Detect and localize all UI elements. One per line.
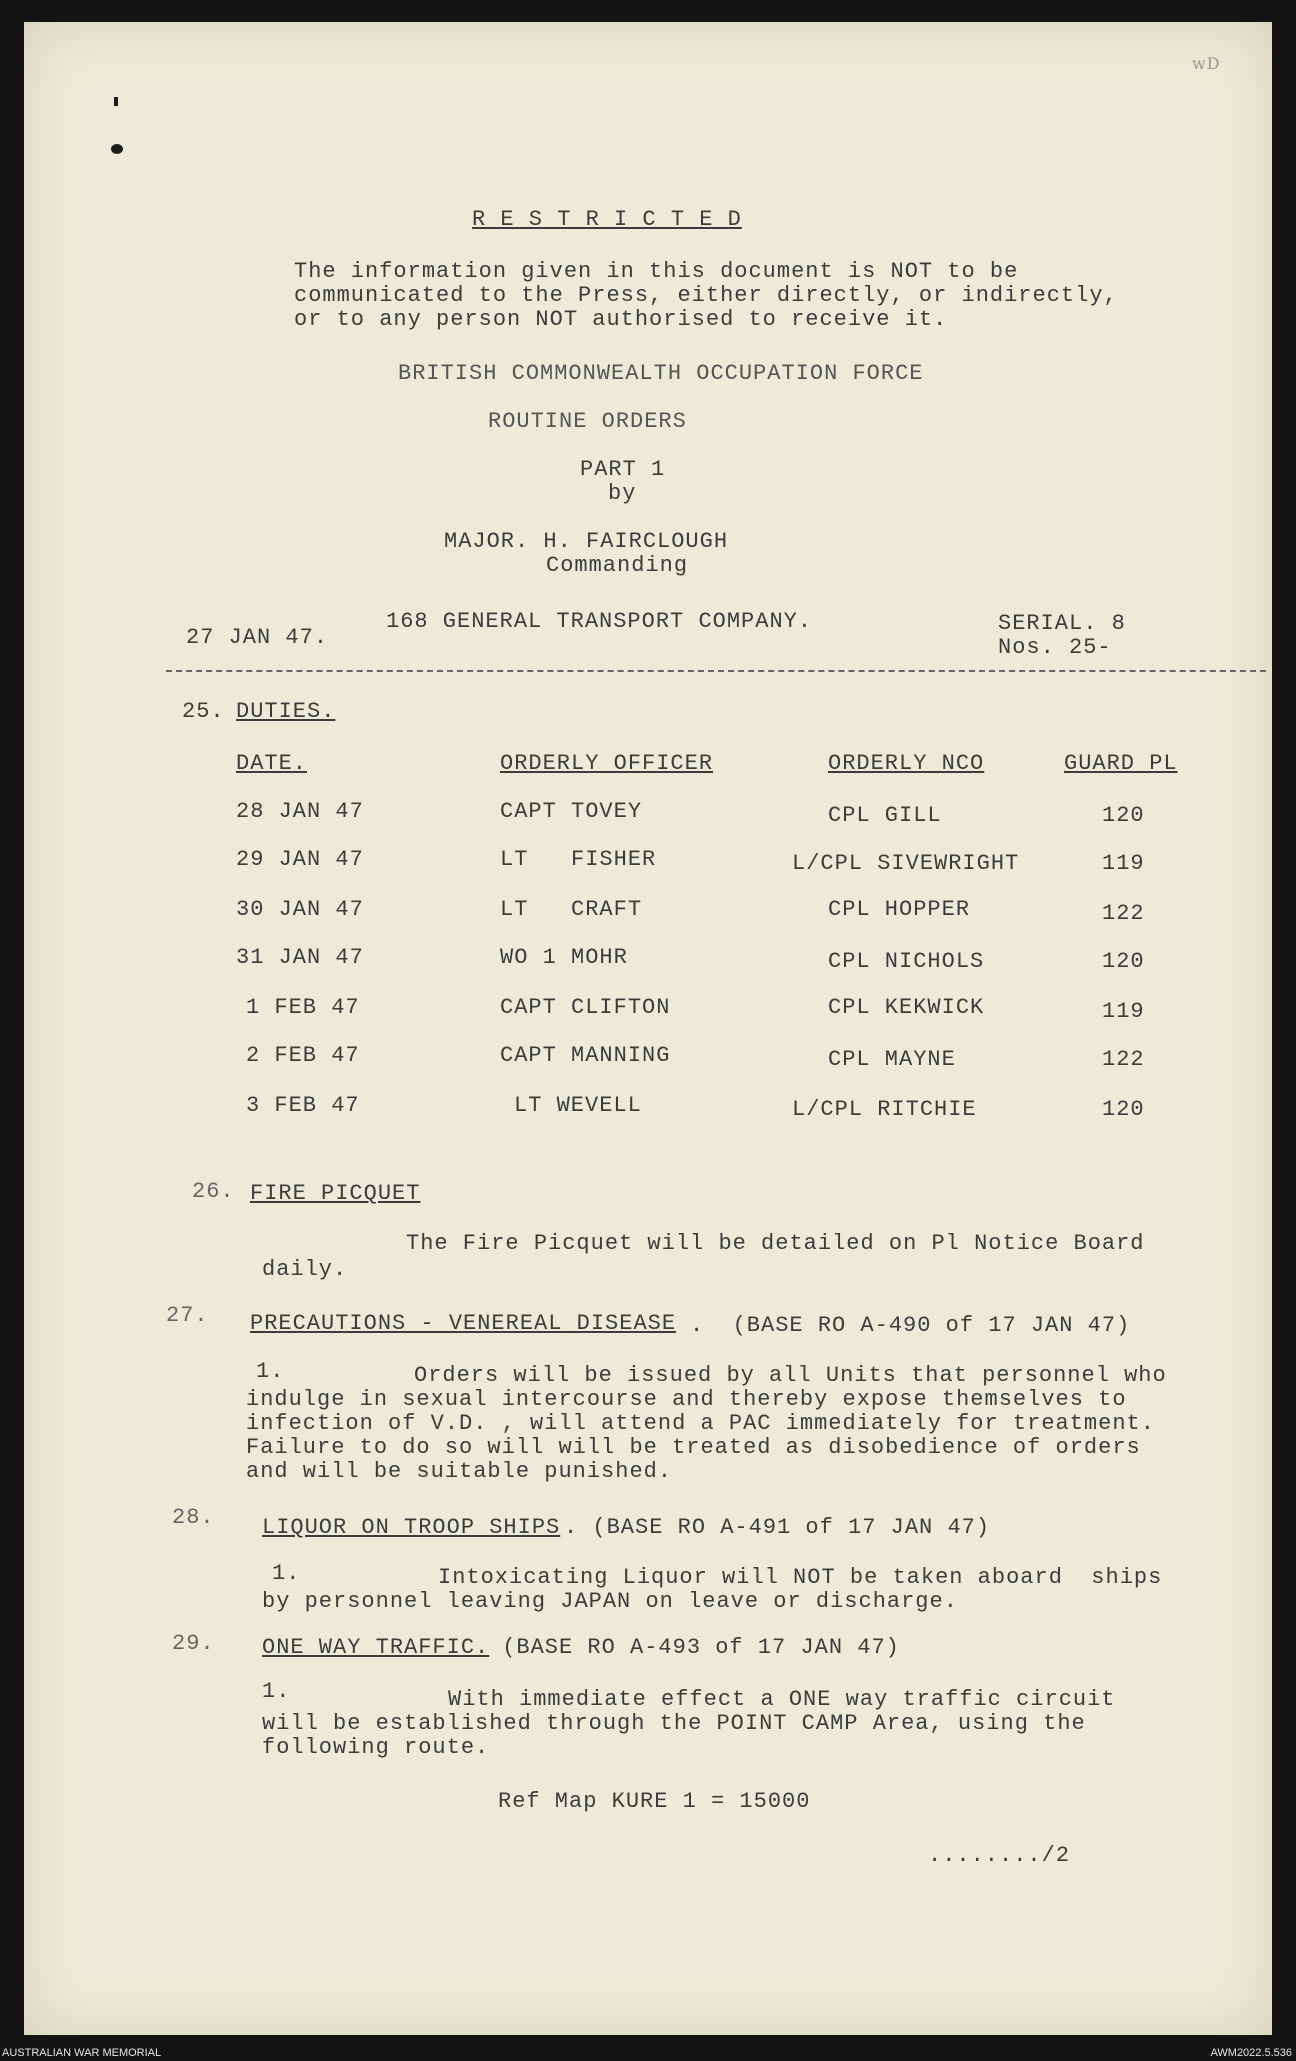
duty-date: 29 JAN 47 — [236, 847, 364, 872]
footer-left: AUSTRALIAN WAR MEMORIAL — [2, 2047, 162, 2059]
by-label: by — [608, 481, 637, 506]
issue-date: 27 JAN 47. — [186, 625, 329, 650]
liquor-reference: . (BASE RO A-491 of 17 JAN 47) — [564, 1515, 991, 1540]
duty-nco: CPL HOPPER — [828, 897, 971, 922]
liquor-body: by personnel leaving JAPAN on leave or discharge. — [262, 1589, 958, 1614]
duty-nco: CPL MAYNE — [828, 1047, 956, 1072]
duties-header-nco: ORDERLY NCO — [828, 751, 985, 776]
duty-officer: CAPT MANNING — [500, 1043, 671, 1068]
restricted-notice-line: communicated to the Press, either directly, or indirectly, — [294, 283, 1118, 308]
vd-body: Orders will be issued by all Units that personnel who — [414, 1363, 1167, 1388]
traffic-body: With immediate effect a ONE way traffic circuit — [448, 1687, 1116, 1712]
duty-date: 3 FEB 47 — [246, 1093, 360, 1118]
duty-guard: 120 — [1102, 1097, 1145, 1122]
document-page — [24, 22, 1272, 2035]
traffic-para-number: 1. — [262, 1679, 291, 1704]
vd-para-number: 1. — [256, 1359, 285, 1384]
duty-officer: WO 1 MOHR — [500, 945, 628, 970]
serial-nos: Nos. 25- — [998, 635, 1112, 660]
duty-guard: 120 — [1102, 949, 1145, 974]
duty-nco: CPL KEKWICK — [828, 995, 985, 1020]
duty-guard: 122 — [1102, 1047, 1145, 1072]
duty-nco: CPL GILL — [828, 803, 942, 828]
section-title-duties: DUTIES. — [236, 699, 336, 724]
page-continuation: ......../2 — [928, 1843, 1071, 1868]
duty-nco: CPL NICHOLS — [828, 949, 985, 974]
duty-date: 31 JAN 47 — [236, 945, 364, 970]
force-title: BRITISH COMMONWEALTH OCCUPATION FORCE — [398, 361, 924, 386]
restricted-notice-line: The information given in this document is NOT to be — [294, 259, 1019, 284]
serial-number: SERIAL. 8 — [998, 611, 1126, 636]
vd-body: Failure to do so will will be treated as disobedience of orders — [246, 1435, 1141, 1460]
vd-body: infection of V.D. , will attend a PAC immediately for treatment. — [246, 1411, 1155, 1436]
traffic-body: following route. — [262, 1735, 490, 1760]
restricted-heading: R E S T R I C T E D — [472, 207, 742, 232]
officer-name: MAJOR. H. FAIRCLOUGH — [444, 529, 729, 554]
duty-date: 28 JAN 47 — [236, 799, 364, 824]
map-reference: Ref Map KURE 1 = 15000 — [498, 1789, 811, 1814]
section-title-liquor: LIQUOR ON TROOP SHIPS — [262, 1515, 561, 1540]
duty-guard: 119 — [1102, 851, 1145, 876]
section-number: 29. — [172, 1631, 215, 1656]
corner-mark: wD — [1192, 54, 1221, 73]
duty-officer: CAPT TOVEY — [500, 799, 643, 824]
section-number: 26. — [192, 1179, 235, 1204]
duty-nco: L/CPL SIVEWRIGHT — [792, 851, 1020, 876]
footer-right: AWM2022.5.536 — [1210, 2047, 1292, 2059]
duties-header-guard: GUARD PL — [1064, 751, 1178, 776]
traffic-reference: (BASE RO A-493 of 17 JAN 47) — [488, 1635, 900, 1660]
section-title-traffic: ONE WAY TRAFFIC. — [262, 1635, 490, 1660]
duty-guard: 120 — [1102, 803, 1145, 828]
fire-body: The Fire Picquet will be detailed on Pl Notice Board — [406, 1231, 1145, 1256]
liquor-body: Intoxicating Liquor will NOT be taken aboard ships — [438, 1565, 1163, 1590]
duties-header-date: DATE. — [236, 751, 308, 776]
vd-body: and will be suitable punished. — [246, 1459, 673, 1484]
company-name: 168 GENERAL TRANSPORT COMPANY. — [386, 609, 813, 634]
liquor-para-number: 1. — [272, 1561, 301, 1586]
duties-header-officer: ORDERLY OFFICER — [500, 751, 714, 776]
traffic-body: will be established through the POINT CAMP Area, using the — [262, 1711, 1086, 1736]
ink-speck — [114, 97, 118, 106]
duty-date: 2 FEB 47 — [246, 1043, 360, 1068]
restricted-notice-line: or to any person NOT authorised to receive it. — [294, 307, 948, 332]
duty-officer: LT WEVELL — [514, 1093, 642, 1118]
vd-reference: . (BASE RO A-490 of 17 JAN 47) — [690, 1313, 1131, 1338]
fire-body: daily. — [262, 1257, 348, 1282]
section-number: 27. — [166, 1303, 209, 1328]
part-label: PART 1 — [580, 457, 666, 482]
duty-guard: 122 — [1102, 901, 1145, 926]
duty-officer: LT FISHER — [500, 847, 657, 872]
duty-guard: 119 — [1102, 999, 1145, 1024]
section-title-vd: PRECAUTIONS - VENEREAL DISEASE — [250, 1311, 677, 1336]
dashed-divider — [166, 670, 1266, 672]
section-title-fire-picquet: FIRE PICQUET — [250, 1181, 421, 1206]
duty-officer: CAPT CLIFTON — [500, 995, 671, 1020]
section-number: 28. — [172, 1505, 215, 1530]
vd-body: indulge in sexual intercourse and thereby expose themselves to — [246, 1387, 1127, 1412]
duty-date: 1 FEB 47 — [246, 995, 360, 1020]
orders-title: ROUTINE ORDERS — [488, 409, 687, 434]
duty-date: 30 JAN 47 — [236, 897, 364, 922]
duty-officer: LT CRAFT — [500, 897, 643, 922]
ink-speck — [111, 144, 123, 154]
duty-nco: L/CPL RITCHIE — [792, 1097, 977, 1122]
section-number: 25. — [182, 699, 225, 724]
officer-role: Commanding — [546, 553, 689, 578]
